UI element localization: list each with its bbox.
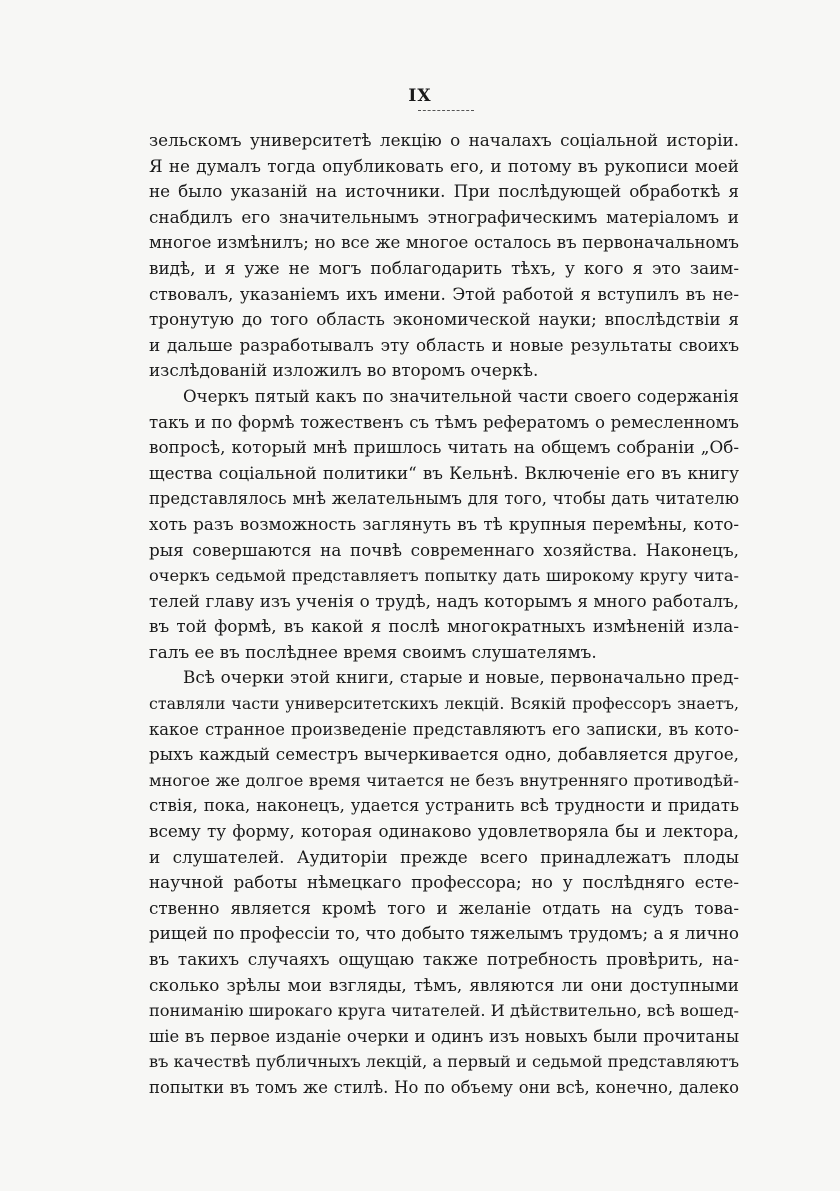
text-line: всему ту форму, которая одинаково удовлетворяла бы и лектора,: [149, 821, 739, 842]
body-text: [149, 128, 739, 1101]
text-line: хоть разъ возможность заглянуть въ тѣ крупныя перемѣны, кото-: [149, 513, 739, 534]
text-line: многое же долгое время читается не безъ внутренняго противодѣй-: [149, 770, 739, 790]
text-line: попытки въ томъ же стилѣ. Но по объему они всѣ, конечно, далеко: [149, 1077, 739, 1097]
text-line: ставляли части университетскихъ лекцій. Всякій профессоръ знаетъ,: [149, 694, 739, 714]
text-line: ствовалъ, указаніемъ ихъ имени. Этой работой я вступилъ въ не-: [149, 283, 739, 304]
text-line: сколько зрѣлы мои взгляды, тѣмъ, являются ли они доступными: [149, 974, 739, 995]
text-line: и слушателей. Аудиторіи прежде всего принадлежатъ плоды: [149, 846, 739, 867]
text-line: вопросѣ, который мнѣ пришлось читать на общемъ собраніи „Об-: [149, 437, 739, 458]
text-line: шіе въ первое изданіе очерки и одинъ изъ новыхъ были прочитаны: [149, 1026, 739, 1046]
text-line: щества соціальной политики“ въ Кельнѣ. Включеніе его въ книгу: [149, 462, 739, 483]
text-line: галъ ее въ послѣднее время своимъ слушателямъ.: [149, 641, 597, 662]
text-line: очеркъ седьмой представляетъ попытку дать широкому кругу чита-: [149, 566, 739, 586]
text-line: видѣ, и я уже не могъ поблагодарить тѣхъ, у кого я это заим-: [149, 257, 739, 278]
text-line: научной работы нѣмецкаго профессора; но у послѣдняго есте-: [149, 872, 739, 893]
text-line: какое странное произведеніе представляютъ его записки, въ кото-: [149, 719, 739, 739]
text-line: ствія, пока, наконецъ, удается устранить всѣ трудности и придать: [149, 796, 739, 816]
folio-divider: [418, 110, 474, 111]
text-line: въ такихъ случаяхъ ощущаю также потребность провѣрить, на-: [149, 949, 739, 969]
text-line: пониманію широкаго круга читателей. И дѣйствительно, всѣ вошед-: [149, 1001, 739, 1021]
text-line: не было указаній на источники. При послѣдующей обработкѣ я: [149, 181, 739, 202]
text-line: въ качествѣ публичныхъ лекцій, а первый и седьмой представляютъ: [149, 1052, 739, 1072]
text-line: Я не думалъ тогда опубликовать его, и потому въ рукописи моей: [149, 155, 739, 176]
text-line: рыхъ каждый семестръ вычеркивается одно, добавляется другое,: [149, 744, 739, 765]
text-line: рыя совершаются на почвѣ современнаго хозяйства. Наконецъ,: [149, 539, 739, 560]
page-number: IX: [408, 86, 432, 106]
text-line: въ той формѣ, въ какой я послѣ многократныхъ измѣненій изла-: [149, 616, 739, 637]
text-line: ственно является кромѣ того и желаніе отдать на судъ това-: [149, 897, 739, 918]
text-line: такъ и по формѣ тожественъ съ тѣмъ рефератомъ о ремесленномъ: [149, 412, 739, 432]
text-line: многое измѣнилъ; но все же многое осталось въ первоначальномъ: [149, 233, 739, 253]
text-line: снабдилъ его значительнымъ этнографическимъ матеріаломъ и: [149, 206, 739, 227]
text-line: и дальше разработывалъ эту область и новые результаты своихъ: [149, 334, 739, 355]
text-line: представлялось мнѣ желательнымъ для того, чтобы дать читателю: [149, 489, 739, 509]
text-line: изслѣдованій изложилъ во второмъ очеркѣ.: [149, 360, 539, 381]
text-line: Всѣ очерки этой книги, старые и новые, первоначально пред-: [183, 667, 739, 688]
text-line: рищей по профессіи то, что добыто тяжелымъ трудомъ; а я лично: [149, 923, 739, 944]
text-line: зельскомъ университетѣ лекцію о началахъ соціальной исторіи.: [149, 130, 739, 150]
text-line: телей главу изъ ученія о трудѣ, надъ которымъ я много работалъ,: [149, 590, 739, 611]
text-line: тронутую до того область экономической науки; впослѣдствіи я: [149, 309, 739, 330]
text-line: Очеркъ пятый какъ по значительной части своего содержанія: [183, 386, 739, 406]
